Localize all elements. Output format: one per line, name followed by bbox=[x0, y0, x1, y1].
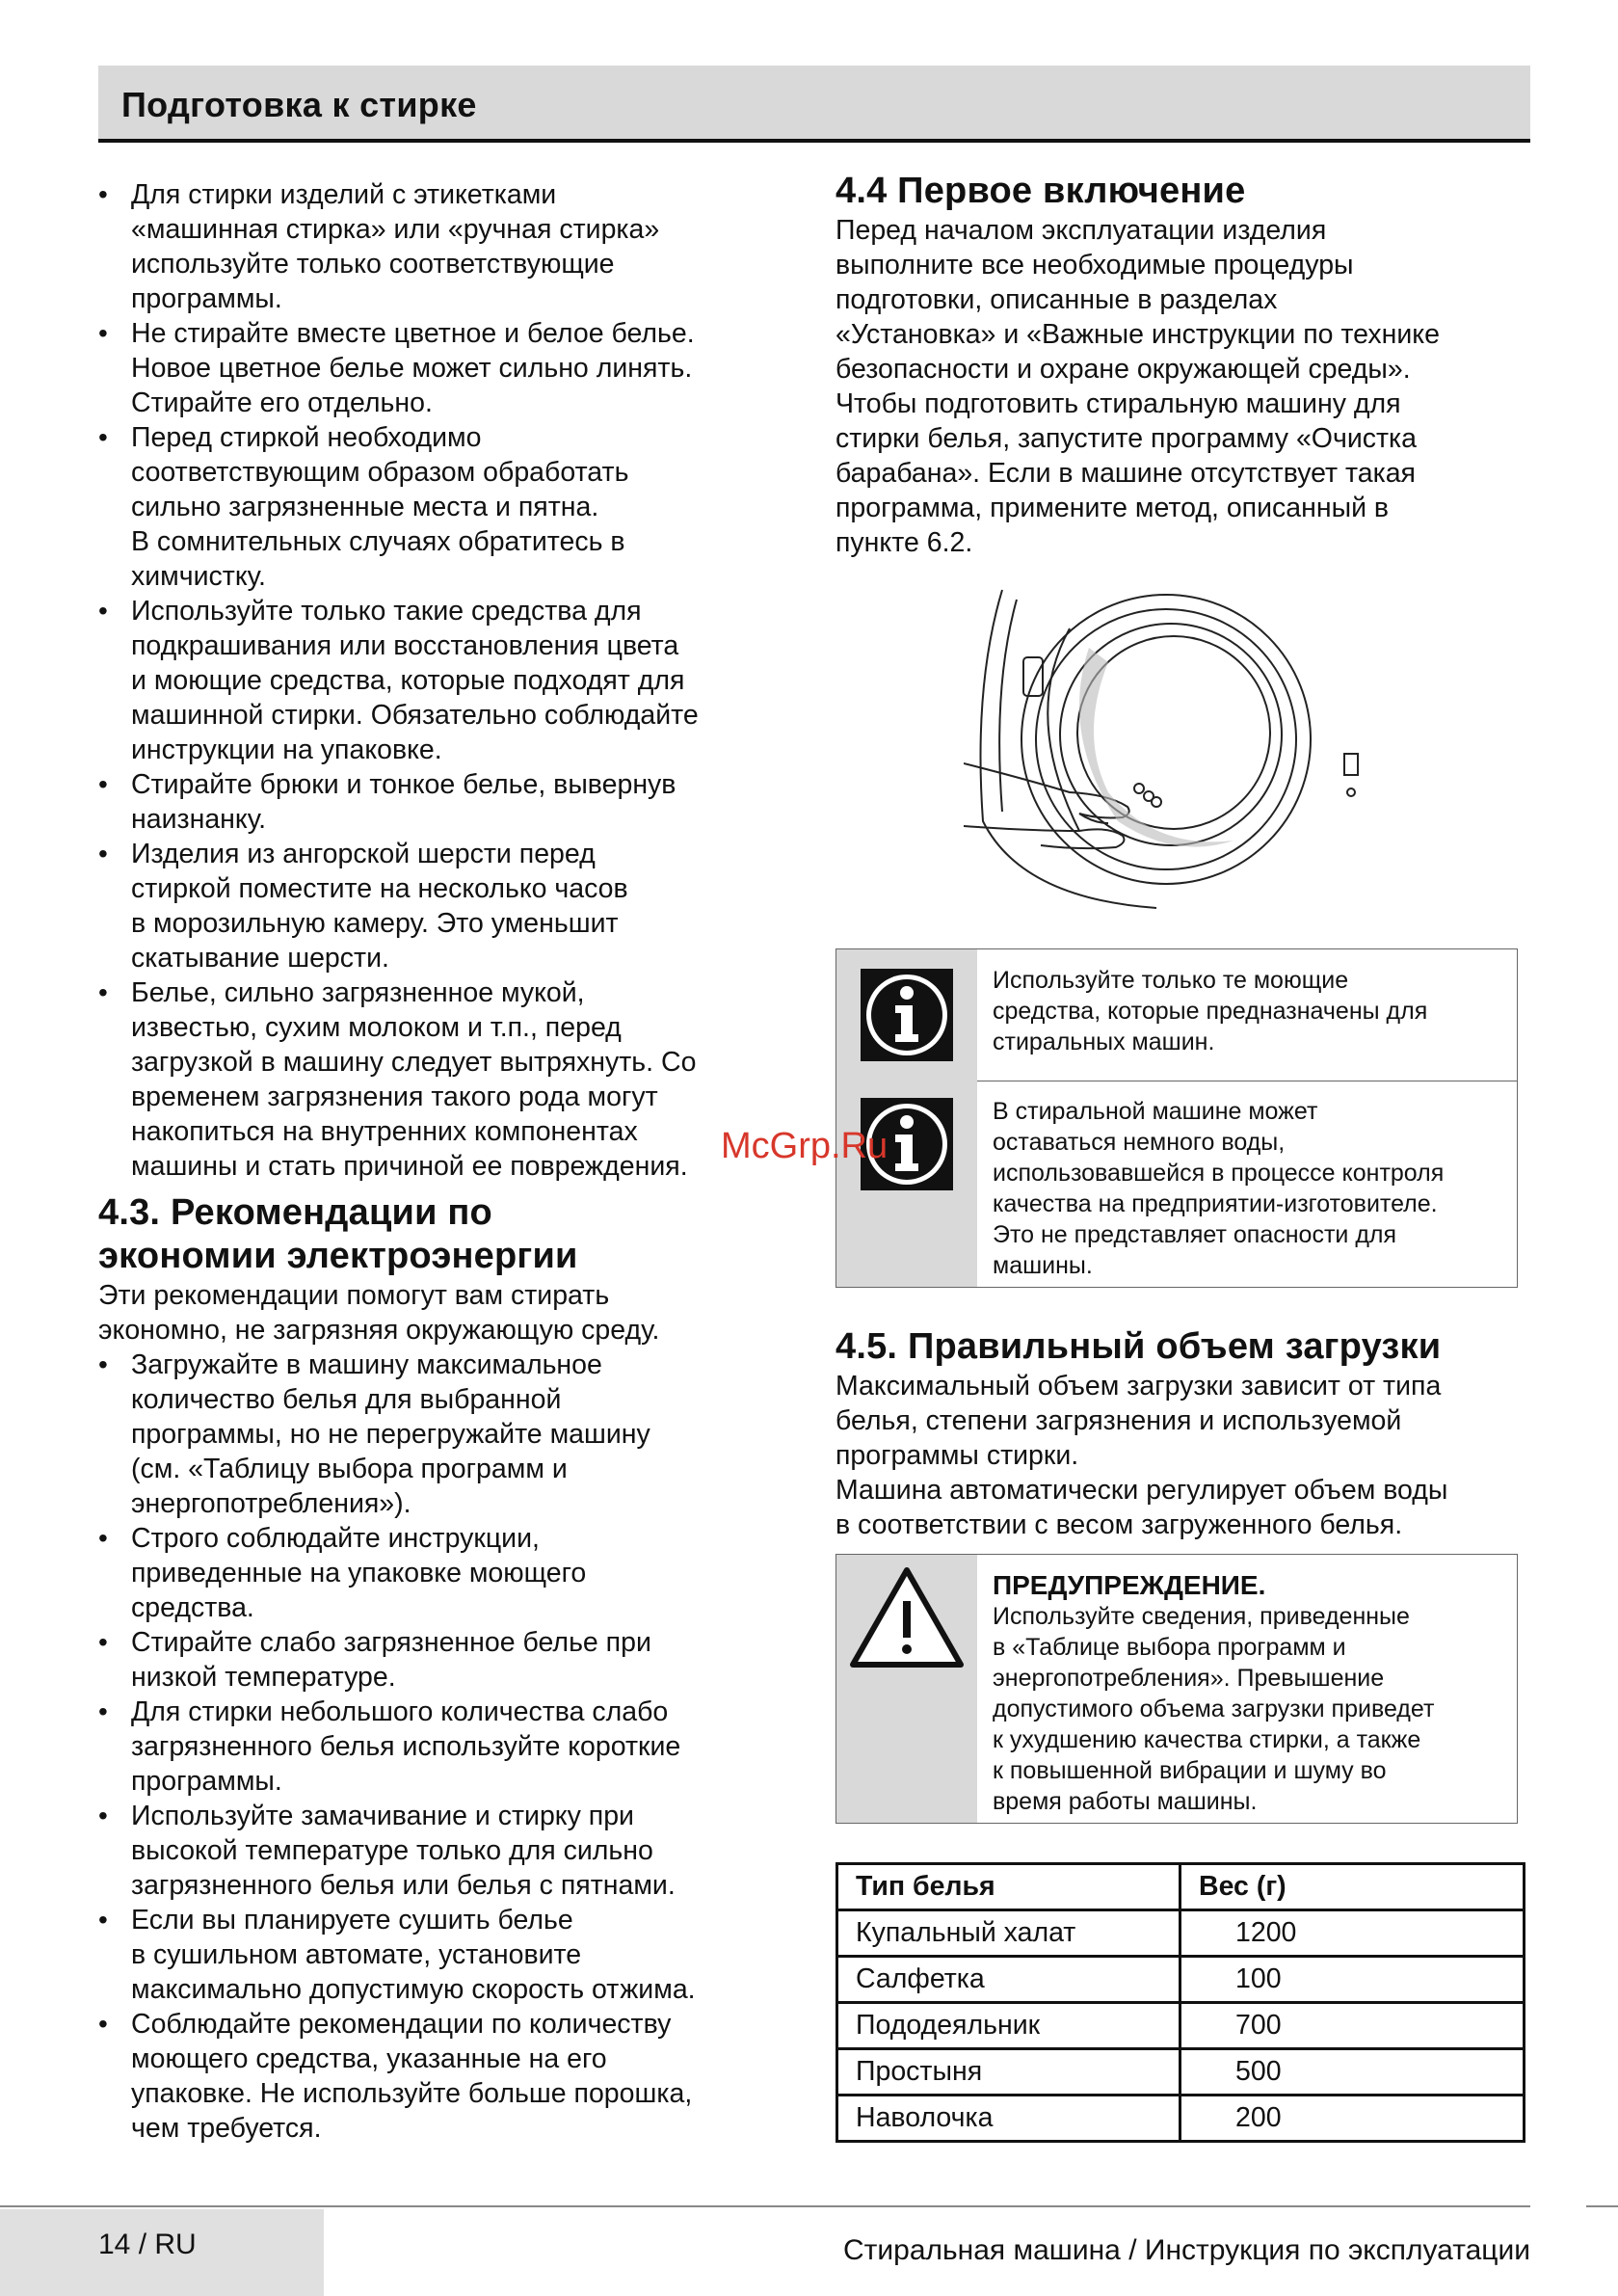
section-4-4-text: Перед началом эксплуатации изделия выполните все необходимые процедуры подготовки, описанные в разделах «Установка» и «Важные инструкции по технике безопасности и охране окружающей среды». Чтобы подготовить стиральную машину для стирки белья, запустите программу «Очистка барабана». Если в машине отсутствует такая программа, примените метод, описанный в пункте 6.2. bbox=[836, 215, 1440, 558]
table-row: Купальный халат 1200 bbox=[837, 1910, 1525, 1957]
left-column bbox=[98, 177, 792, 2146]
list-item: • Изделия из ангорской шерсти перед стиркой поместите на несколько часов в морозильную камеру. Это уменьшит скатывание шерсти. bbox=[98, 837, 792, 975]
list-item: • Соблюдайте рекомендации по количеству моющего средства, указанные на его упаковке. Не используйте больше порошка, чем требуется. bbox=[98, 2007, 792, 2146]
page-title: Подготовка к стирке bbox=[121, 85, 477, 124]
section-4-3-intro: Эти рекомендации помогут вам стирать экономно, не загрязняя окружающую среду. bbox=[98, 1280, 660, 1346]
list-item: • Перед стиркой необходимо соответствующим образом обработать сильно загрязненные места и пятна. В сомнительных случаях обратитесь в химчистку. bbox=[98, 420, 792, 594]
list-item: • Не стирайте вместе цветное и белое белье. Новое цветное белье может сильно линять. Стирайте его отдельно. bbox=[98, 316, 792, 420]
table-row: Простыня 500 bbox=[837, 2049, 1525, 2096]
list-item: • Для стирки небольшого количества слабо загрязненного белья используйте короткие программы. bbox=[98, 1695, 792, 1799]
table-row: Наволочка 200 bbox=[837, 2096, 1525, 2142]
watermark: McGrp.Ru bbox=[721, 1126, 889, 1166]
info-notice-detergent bbox=[836, 948, 1518, 1081]
page-header bbox=[98, 66, 1530, 143]
section-4-3 bbox=[98, 1191, 792, 2146]
section-4-4-title: 4.4 Первое включение bbox=[836, 171, 1246, 211]
column-header-weight: Вес (г) bbox=[1180, 1864, 1525, 1910]
info-icon-cell bbox=[836, 949, 977, 1081]
table-row: Пододеяльник 700 bbox=[837, 2003, 1525, 2049]
list-item: • Стирайте брюки и тонкое белье, вывернув наизнанку. bbox=[98, 767, 792, 837]
section-4-4 bbox=[836, 170, 1531, 560]
warning-icon-cell bbox=[836, 1555, 977, 1823]
list-item: • Если вы планируете сушить белье в сушильном автомате, установите максимально допустимую скорость отжима. bbox=[98, 1903, 792, 2007]
column-header-type: Тип белья bbox=[837, 1864, 1180, 1910]
list-item: • Используйте только такие средства для подкрашивания или восстановления цвета и моющие средства, которые подходят для машинной стирки. Обязательно соблюдайте инструкции на упаковке. bbox=[98, 594, 792, 767]
table-header-row bbox=[837, 1864, 1525, 1910]
section-4-5-title: 4.5. Правильный объем загрузки bbox=[836, 1326, 1442, 1367]
info-notice-water bbox=[836, 1081, 1518, 1288]
page-number: 14 / RU bbox=[98, 2229, 197, 2260]
section-4-3-title: 4.3. Рекомендации по экономии электроэнергии bbox=[98, 1192, 578, 1276]
laundry-weight-table bbox=[836, 1862, 1525, 2143]
list-item: • Для стирки изделий с этикетками «машинная стирка» или «ручная стирка» используйте только соответствующие программы. bbox=[98, 177, 792, 316]
list-item: • Используйте замачивание и стирку при высокой температуре только для сильно загрязненного белья или белья с пятнами. bbox=[98, 1799, 792, 1903]
list-item: • Стирайте слабо загрязненное белье при низкой температуре. bbox=[98, 1625, 792, 1695]
warning-notice bbox=[836, 1554, 1518, 1824]
warning-text: ПРЕДУПРЕЖДЕНИЕ. Используйте сведения, приведенные в «Таблице выбора программ и энергопотребления». Превышение допустимого объема загрузки приведет к ухудшению качества стирки, а также к повышенной вибрации и шуму во время работы машины. bbox=[977, 1555, 1517, 1823]
footer-divider-tick bbox=[1586, 2205, 1618, 2207]
list-item: • Строго соблюдайте инструкции, приведенные на упаковке моющего средства. bbox=[98, 1521, 792, 1625]
table-row: Салфетка 100 bbox=[837, 1957, 1525, 2003]
warning-triangle-icon bbox=[847, 1564, 967, 1672]
energy-tips-list bbox=[98, 1348, 792, 2146]
info-icon bbox=[859, 967, 955, 1063]
info-icon-cell bbox=[836, 1081, 977, 1287]
info-notice-text: Используйте только те моющие средства, которые предназначены для стиральных машин. bbox=[993, 967, 1428, 1055]
footer-document-title: Стиральная машина / Инструкция по эксплуатации bbox=[842, 2234, 1530, 2266]
list-item: • Белье, сильно загрязненное мукой, известью, сухим молоком и т.п., перед загрузкой в машину следует вытряхнуть. Со временем загрязнения такого рода могут накопиться на внутренних компонентах машины и стать причиной ее повреждения. bbox=[98, 975, 792, 1184]
info-notice-text: В стиральной машине может оставаться немного воды, использовавшейся в процессе контроля качества на предприятии-изготовителе. Это не представляет опасности для машины. bbox=[993, 1098, 1445, 1279]
list-item: • Загружайте в машину максимальное количество белья для выбранной программы, но не перегружайте машину (см. «Таблицу выбора программ и энергопотребления»). bbox=[98, 1348, 792, 1521]
footer-divider bbox=[0, 2205, 1530, 2207]
washing-tips-list bbox=[98, 177, 792, 1184]
section-4-5 bbox=[836, 1325, 1531, 1542]
washing-machine-drum-illustration bbox=[964, 571, 1388, 910]
section-4-5-text: Максимальный объем загрузки зависит от типа белья, степени загрязнения и используемой программы стирки. Машина автоматически регулирует объем воды в соответствии с весом загруженного белья. bbox=[836, 1371, 1448, 1540]
warning-title: ПРЕДУПРЕЖДЕНИЕ. bbox=[993, 1570, 1266, 1600]
